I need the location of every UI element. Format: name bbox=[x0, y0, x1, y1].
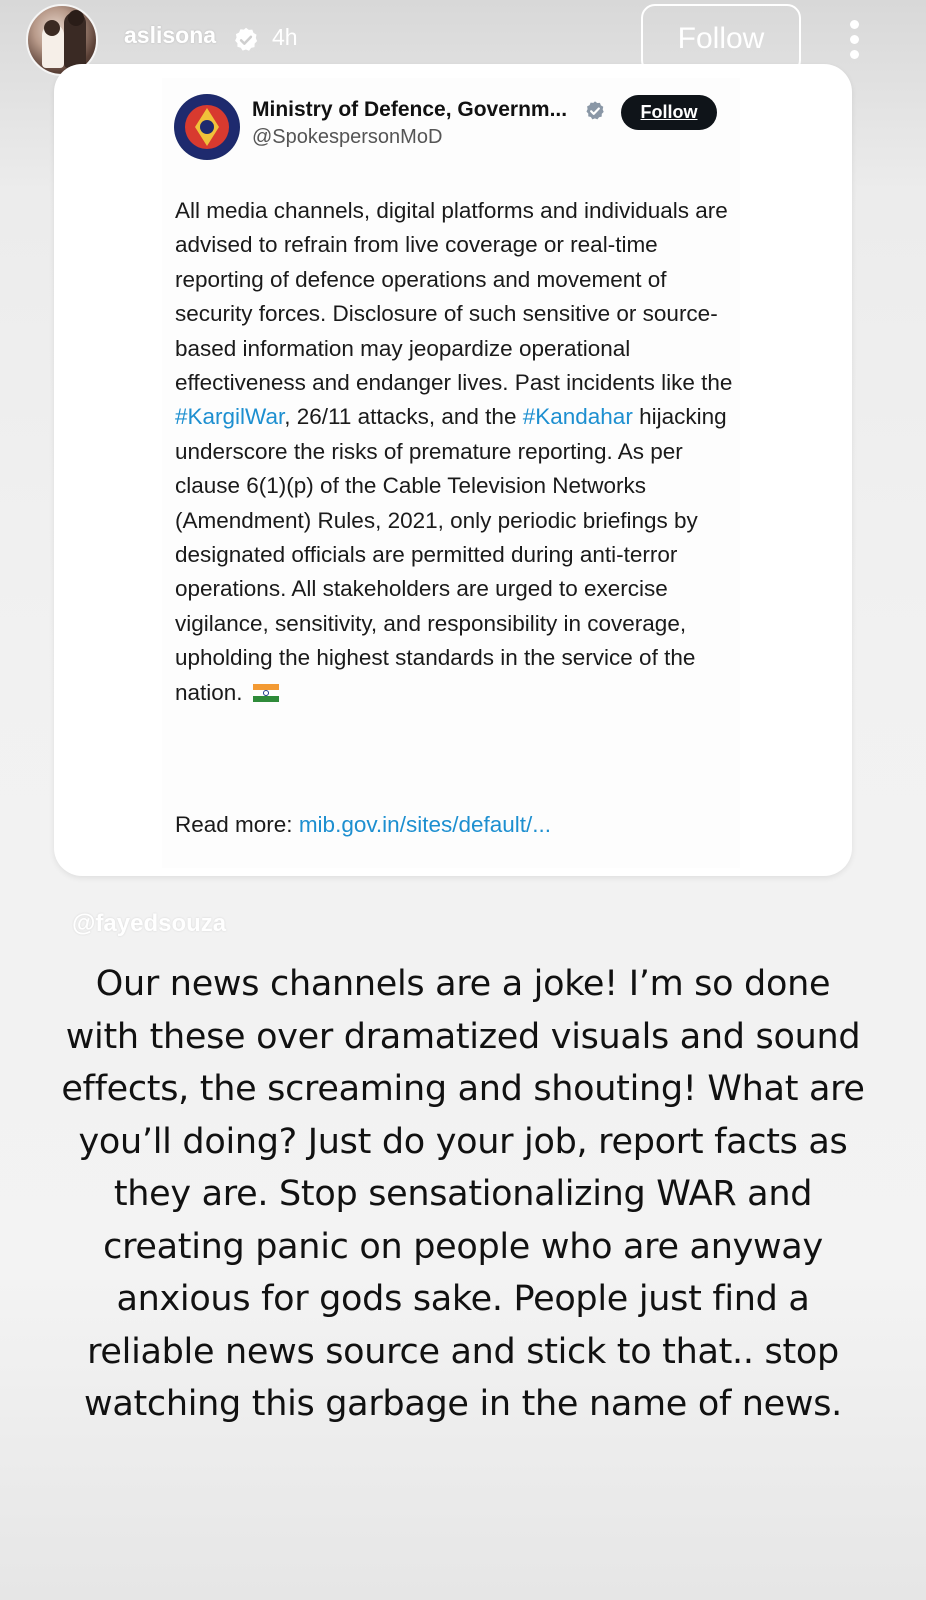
hashtag-kandahar[interactable]: #Kandahar bbox=[522, 404, 633, 430]
read-more-label: Read more: bbox=[175, 812, 299, 837]
tweet-text: hijacking underscore the risks of premature reporting. As per clause 6(1)(p) of the Cable Television Networks (Amendment) Rules, 2021, only periodic briefings by designated officials are permitted during anti-terror operations. All stakeholders are urged to exercise vigilance, sensitivity, and responsibility in coverage, upholding the highest standards in the service of the nation. bbox=[175, 404, 727, 705]
tweet-body bbox=[175, 194, 745, 710]
india-flag-icon bbox=[253, 684, 279, 702]
embedded-tweet-card bbox=[54, 64, 852, 876]
emblem-icon bbox=[174, 94, 240, 160]
credit-mention[interactable]: @fayedsouza bbox=[72, 910, 227, 937]
read-more bbox=[175, 812, 551, 838]
ministry-logo bbox=[174, 94, 240, 160]
story-caption-text: Our news channels are a joke! I’m so done with these over dramatized visuals and sound effects, the screaming and shouting! What are you’ll doing? Just do your job, report facts as they are. Stop sensationalizing WAR and creating panic on people who are anyway anxious for gods sake. People just find a reliable news source and stick to that.. stop watching this garbage in the name of news. bbox=[61, 964, 865, 1424]
story-username[interactable]: aslisona bbox=[124, 22, 217, 48]
story-time: 4h bbox=[272, 24, 298, 50]
tweet-text: , 26/11 attacks, and the bbox=[284, 404, 523, 430]
story-follow-button[interactable]: Follow bbox=[641, 4, 801, 74]
tweet-follow-button[interactable]: Follow bbox=[621, 95, 717, 130]
gray-verified-icon bbox=[584, 100, 606, 122]
tweet-handle[interactable]: @SpokespersonMoD bbox=[252, 126, 443, 148]
verified-badge-icon bbox=[232, 26, 260, 54]
more-vertical-icon[interactable] bbox=[846, 20, 862, 60]
tweet-text: All media channels, digital platforms and individuals are advised to refrain from live coverage or real-time reporting of defence operations and movement of security forces. Disclosure of such sensitive or source-based information may jeopardize operational effectiveness and endanger lives. Past incidents like the bbox=[175, 198, 733, 396]
tweet-account-name[interactable]: Ministry of Defence, Governm... bbox=[252, 98, 568, 121]
hashtag-kargilwar[interactable]: #KargilWar bbox=[175, 404, 285, 430]
read-more-link[interactable]: mib.gov.in/sites/default/... bbox=[298, 812, 552, 837]
